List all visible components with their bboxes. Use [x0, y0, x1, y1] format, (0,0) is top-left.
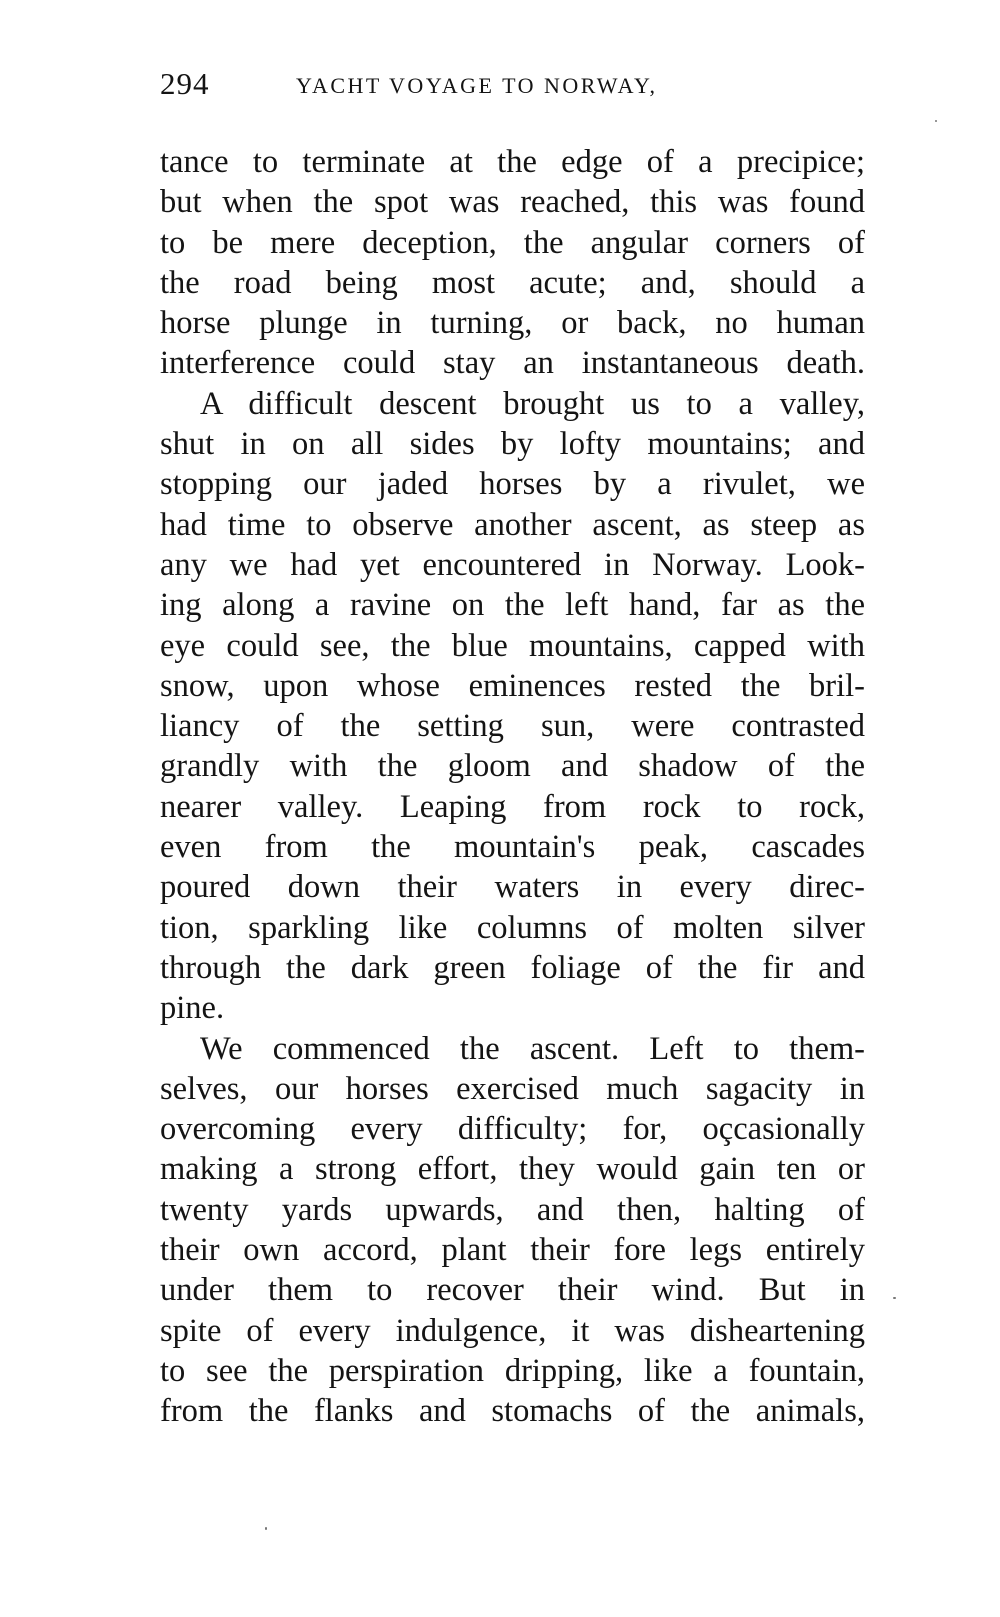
text-line: shut in on all sides by lofty mountains; and [160, 426, 865, 463]
text-line: overcoming every difficulty; for, oçcasionally [160, 1111, 865, 1148]
text-line: the road being most acute; and, should a [160, 264, 865, 301]
text-line: A difficult descent brought us to a valley, [200, 385, 865, 422]
text-line: horse plunge in turning, or back, no human [160, 305, 865, 342]
text-line: any we had yet encountered in Norway. Look- [160, 546, 865, 583]
running-title: YACHT VOYAGE TO NORWAY, [296, 73, 658, 98]
running-head [160, 66, 880, 106]
text-line: but when the spot was reached, this was found [160, 184, 865, 221]
text-line: interference could stay an instantaneous death. [160, 345, 865, 382]
text-line: grandly with the gloom and shadow of the [160, 748, 865, 785]
text-line: tion, sparkling like columns of molten silver [160, 909, 865, 946]
text-line: ing along a ravine on the left hand, far as the [160, 587, 865, 624]
scan-speck [265, 1527, 267, 1530]
text-line: their own accord, plant their fore legs entirely [160, 1232, 865, 1269]
text-line: eye could see, the blue mountains, capped with [160, 627, 865, 664]
text-line: spite of every indulgence, it was disheartening [160, 1312, 865, 1349]
text-line: pine. [160, 990, 225, 1027]
text-line: tance to terminate at the edge of a precipice; [160, 144, 865, 180]
text-line: We commenced the ascent. Left to them- [200, 1030, 865, 1067]
text-line: to be mere deception, the angular corners of [160, 224, 865, 261]
body-text [160, 142, 865, 1432]
text-line: liancy of the setting sun, were contrasted [160, 708, 865, 745]
text-line: twenty yards upwards, and then, halting of [160, 1191, 865, 1228]
text-line: even from the mountain's peak, cascades [160, 829, 865, 866]
text-line: from the flanks and stomachs of the animals, [160, 1393, 865, 1430]
text-line: under them to recover their wind. But in [160, 1272, 865, 1309]
text-line: to see the perspiration dripping, like a fountain, [160, 1352, 865, 1389]
text-line: selves, our horses exercised much sagacity in [160, 1070, 865, 1107]
text-line: had time to observe another ascent, as steep as [160, 506, 865, 543]
scan-speck [935, 120, 937, 122]
page-number: 294 [160, 66, 210, 101]
text-line: nearer valley. Leaping from rock to rock, [160, 788, 865, 825]
scan-speck [893, 1297, 896, 1299]
text-line: stopping our jaded horses by a rivulet, we [160, 466, 865, 503]
text-line: making a strong effort, they would gain ten or [160, 1151, 865, 1188]
text-line: snow, upon whose eminences rested the bril- [160, 667, 865, 704]
text-line: through the dark green foliage of the fir and [160, 949, 865, 986]
text-line: poured down their waters in every direc- [160, 869, 865, 906]
